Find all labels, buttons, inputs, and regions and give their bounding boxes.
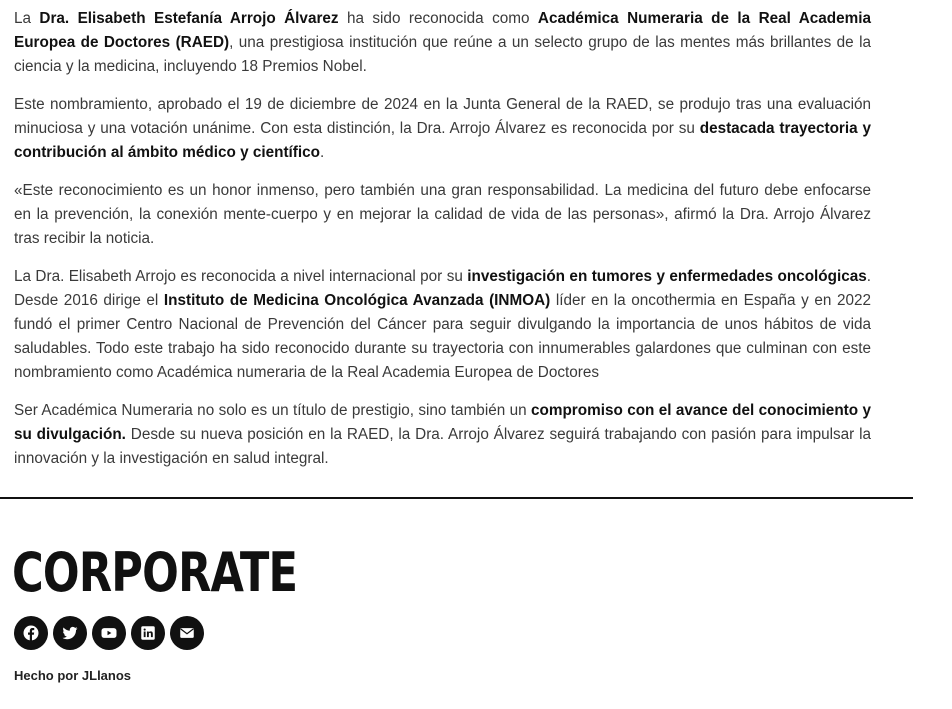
youtube-link[interactable] xyxy=(92,616,126,650)
corporate-logo[interactable]: CORPORATE xyxy=(12,541,298,604)
bold-text: Dra. Elisabeth Estefanía Arrojo Álvarez xyxy=(39,10,339,27)
bold-text: Académica Numeraria de la Real Academia Europea de Doctores (RAED) xyxy=(14,10,871,51)
youtube-icon xyxy=(100,624,118,642)
bold-text: investigación en tumores y enfermedades oncológicas xyxy=(467,268,867,285)
paragraph-2 xyxy=(14,93,871,165)
text: Desde su nueva posición en la RAED, la Dra. Arrojo Álvarez seguirá trabajando con pasión para impulsar la innovación y la investigación en salud integral. xyxy=(14,426,872,467)
text: ha sido reconocida como xyxy=(338,10,538,27)
paragraph-3: «Este reconocimiento es un honor inmenso, pero también una gran responsabilidad. La medicina del futuro debe enfocarse en la prevención, la conexión mente-cuerpo y en mejorar la calidad de vida de las personas», afirmó la Dra. Arrojo Álvarez tras recibir la noticia. xyxy=(14,182,871,247)
text: La xyxy=(14,10,40,27)
bold-text: Instituto de Medicina Oncológica Avanzada (INMOA) xyxy=(163,292,551,309)
social-links xyxy=(14,616,204,650)
linkedin-icon xyxy=(139,624,157,642)
article-body xyxy=(14,0,871,485)
paragraph-4 xyxy=(14,265,871,385)
text: . xyxy=(319,144,325,161)
linkedin-link[interactable] xyxy=(131,616,165,650)
text: , una prestigiosa institución que reúne a un selecto grupo de las mentes más brillantes de la ciencia y la medicina, incluyendo 18 Premios Nobel. xyxy=(14,34,871,75)
email-link[interactable] xyxy=(170,616,204,650)
twitter-link[interactable] xyxy=(53,616,87,650)
text: La Dra. Elisabeth Arrojo es reconocida a nivel internacional por su xyxy=(14,268,468,285)
text: Ser Académica Numeraria no solo es un título de prestigio, sino también un xyxy=(14,402,532,419)
envelope-icon xyxy=(178,624,196,642)
facebook-icon xyxy=(22,624,40,642)
bold-text: compromiso con el avance del conocimiento y su divulgación. xyxy=(14,402,871,443)
paragraph-1 xyxy=(14,7,871,79)
footer-credit: Hecho por JLlanos xyxy=(14,668,132,683)
text: líder en la oncothermia en España y en 2022 fundó el primer Centro Nacional de Prevención del Cáncer para seguir divulgando la importancia de unos hábitos de vida saludables. Todo este trabajo ha sido reconocido durante su trayectoria con innumerables galardones que culminan con este nombramiento como Académica numeraria de la Real Academia Europea de Doctores xyxy=(14,292,871,381)
bold-text: destacada trayectoria y contribución al ámbito médico y científico xyxy=(14,120,871,161)
text: Este nombramiento, aprobado el 19 de diciembre de 2024 en la Junta General de la RAED, se produjo tras una evaluación minuciosa y una votación unánime. Con esta distinción, la Dra. Arrojo Álvarez es reconocida por su xyxy=(14,96,871,137)
text: . Desde 2016 dirige el xyxy=(14,268,871,309)
twitter-icon xyxy=(61,624,79,642)
paragraph-5 xyxy=(14,399,871,471)
footer-divider xyxy=(0,497,913,499)
facebook-link[interactable] xyxy=(14,616,48,650)
